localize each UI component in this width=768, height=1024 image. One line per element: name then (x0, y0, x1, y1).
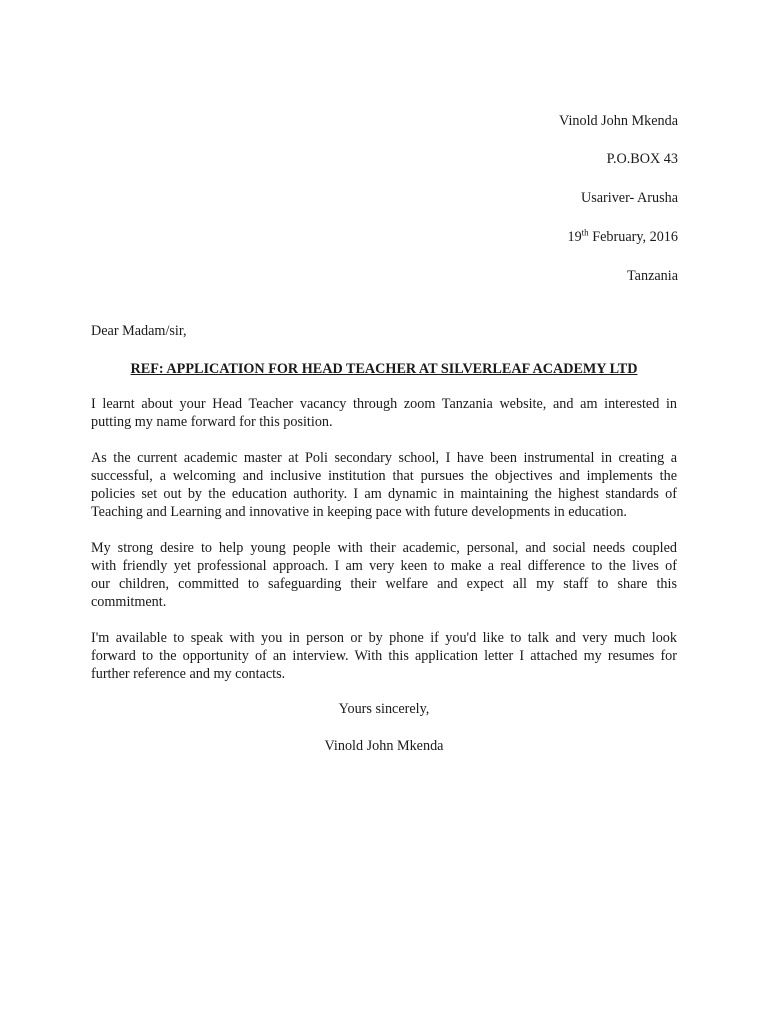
subject-line: REF: APPLICATION FOR HEAD TEACHER AT SILVERLEAF ACADEMY LTD (130, 361, 638, 377)
paragraph-line: putting my name forward for this position. (91, 414, 333, 430)
date-suffix: th (581, 227, 589, 238)
date-day: 19 (567, 229, 582, 245)
sender-country: Tanzania (627, 268, 678, 284)
paragraph-line: our children, committed to safeguarding their welfare and expect all my staff to share this (91, 576, 677, 592)
letter-date (567, 228, 678, 246)
paragraph-line: successful, a welcoming and inclusive institution that pursues the objectives and implements the (91, 468, 677, 484)
paragraph-line: commitment. (91, 594, 167, 610)
paragraph-line: As the current academic master at Poli secondary school, I have been instrumental in creating a (91, 450, 677, 466)
paragraph-3 (91, 539, 677, 611)
paragraph-line: My strong desire to help young people with their academic, personal, and social needs coupled (91, 540, 677, 556)
valediction: Yours sincerely, (338, 701, 430, 717)
sender-name: Vinold John Mkenda (559, 113, 678, 129)
paragraph-1 (91, 395, 677, 431)
paragraph-line: I learnt about your Head Teacher vacancy through zoom Tanzania website, and am interested in (91, 396, 677, 412)
salutation: Dear Madam/sir, (91, 323, 187, 339)
paragraph-line: forward to the opportunity of an interview. With this application letter I attached my resumes for (91, 648, 677, 664)
paragraph-line: Teaching and Learning and innovative in keeping pace with future developments in education. (91, 504, 627, 520)
signature-name: Vinold John Mkenda (324, 738, 444, 754)
sender-town: Usariver- Arusha (580, 190, 678, 206)
paragraph-line: further reference and my contacts. (91, 666, 286, 682)
paragraph-line: I'm available to speak with you in person or by phone if you'd like to talk and very much look (91, 630, 677, 646)
date-rest: February, 2016 (588, 229, 678, 245)
paragraph-4 (91, 629, 677, 683)
paragraph-2 (91, 449, 677, 521)
paragraph-line: with friendly yet professional approach. I am very keen to make a real difference to the lives of (91, 558, 677, 574)
sender-pobox: P.O.BOX 43 (606, 151, 678, 167)
paragraph-line: policies set out by the education authority. I am dynamic in maintaining the highest standards of (91, 486, 677, 502)
